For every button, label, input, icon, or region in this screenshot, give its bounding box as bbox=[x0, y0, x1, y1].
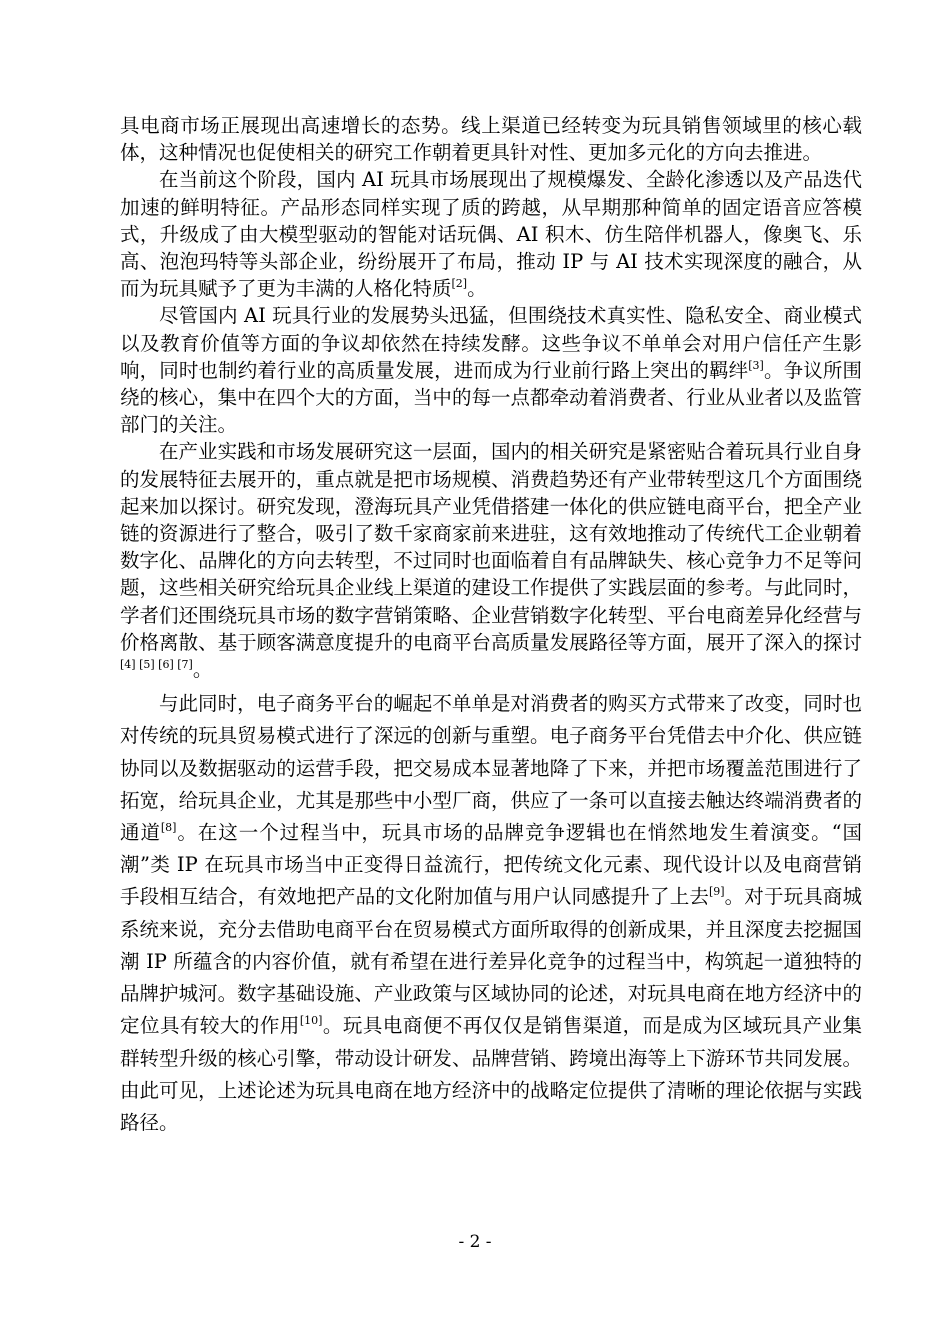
citation-reference: [4] [5] [6] [7] bbox=[120, 657, 193, 671]
citation-reference: [10] bbox=[299, 1014, 323, 1028]
paragraph-text: 具电商市场正展现出高速增长的态势。线上渠道已经转变为玩具销售领域里的核心载体，这种情况也促使相关的研究工作朝着更具针对性、更加多元化的方向去推进。 bbox=[120, 114, 862, 165]
paragraph-text: 。对于玩具商城系统来说，充分去借助电商平台在贸易模式方面所取得的创新成果，并且深度去挖掘国潮 IP 所蕴含的内容价值，就有希望在进行差异化竞争的过程当中，构筑起一道独特的品牌护城河。数字基础设施、产业政策与区域协同的论述，对玩具电商在地方经济中的定位具有较大的作用 bbox=[120, 885, 862, 1038]
paragraph-text: 。 bbox=[467, 277, 487, 301]
citation-reference: [8] bbox=[160, 820, 177, 834]
citation-reference: [3] bbox=[748, 358, 764, 372]
citation-reference: [9] bbox=[708, 885, 725, 899]
paragraph bbox=[120, 112, 862, 166]
paragraph-text: 。 bbox=[192, 658, 213, 682]
document-body bbox=[120, 112, 862, 1139]
paragraph-text: 在当前这个阶段，国内 AI 玩具市场展现出了规模爆发、全龄化渗透以及产品迭代加速的鲜明特征。产品形态同样实现了质的跨越，从早期那种简单的固定语音应答模式，升级成了由大模型驱动的智能对话玩偶、AI 积木、仿生陪伴机器人，像奥飞、乐高、泡泡玛特等头部企业，纷纷展开了布局，推动 IP 与 AI 技术实现深度的融合，从而为玩具赋予了更为丰满的人格化特质 bbox=[120, 168, 862, 301]
paragraph bbox=[120, 438, 862, 683]
paragraph-text: 在产业实践和市场发展研究这一层面，国内的相关研究是紧密贴合着玩具行业自身的发展特征去展开的，重点就是把市场规模、消费趋势还有产业带转型这几个方面围绕起来加以探讨。研究发现，澄海玩具产业凭借搭建一体化的供应链电商平台，把全产业链的资源进行了整合，吸引了数千家商家前来进驻，这有效地推动了传统代工企业朝着数字化、品牌化的方向去转型，不过同时也面临着自有品牌缺失、核心竞争力不足等问题，这些相关研究给玩具企业线上渠道的建设工作提供了实践层面的参考。与此同时，学者们还围绕玩具市场的数字营销策略、企业营销数字化转型、平台电商差异化经营与价格离散、基于顾客满意度提升的电商平台高质量发展路径等方面，展开了深入的探讨 bbox=[120, 440, 862, 654]
paragraph-text: 。玩具电商便不再仅仅是销售渠道，而是成为区域玩具产业集群转型升级的核心引擎，带动设计研发、品牌营销、跨境出海等上下游环节共同发展。由此可见，上述论述为玩具电商在地方经济中的战略定位提供了清晰的理论依据与实践路径。 bbox=[120, 1014, 862, 1134]
paragraph-text: 。在这一个过程当中，玩具市场的品牌竞争逻辑也在悄然地发生着演变。“国潮”类 IP 在玩具市场当中正变得日益流行，把传统文化元素、现代设计以及电商营销手段相互结合，有效地把产品的文化附加值与用户认同感提升了上去 bbox=[120, 821, 862, 909]
paragraph bbox=[120, 688, 862, 1139]
citation-reference: [2] bbox=[451, 276, 468, 290]
paragraph-text: 。争议所围绕的核心，集中在四个大的方面，当中的每一点都牵动着消费者、行业从业者以及监管部门的关注。 bbox=[120, 358, 862, 437]
paragraph bbox=[120, 166, 862, 302]
paragraph-text: 与此同时，电子商务平台的崛起不单单是对消费者的购买方式带来了改变，同时也对传统的玩具贸易模式进行了深远的创新与重塑。电子商务平台凭借去中介化、供应链协同以及数据驱动的运营手段，把交易成本显著地降了下来，并把市场覆盖范围进行了拓宽，给玩具企业，尤其是那些中小型厂商，供应了一条可以直接去触达终端消费者的通道 bbox=[120, 692, 862, 845]
paragraph bbox=[120, 302, 862, 438]
paragraph-text: 尽管国内 AI 玩具行业的发展势头迅猛，但围绕技术真实性、隐私安全、商业模式以及教育价值等方面的争议却依然在持续发酵。这些争议不单单会对用户信任产生影响，同时也制约着行业的高质量发展，进而成为行业前行路上突出的羁绊 bbox=[120, 304, 862, 382]
page-number: - 2 - bbox=[458, 1232, 492, 1252]
